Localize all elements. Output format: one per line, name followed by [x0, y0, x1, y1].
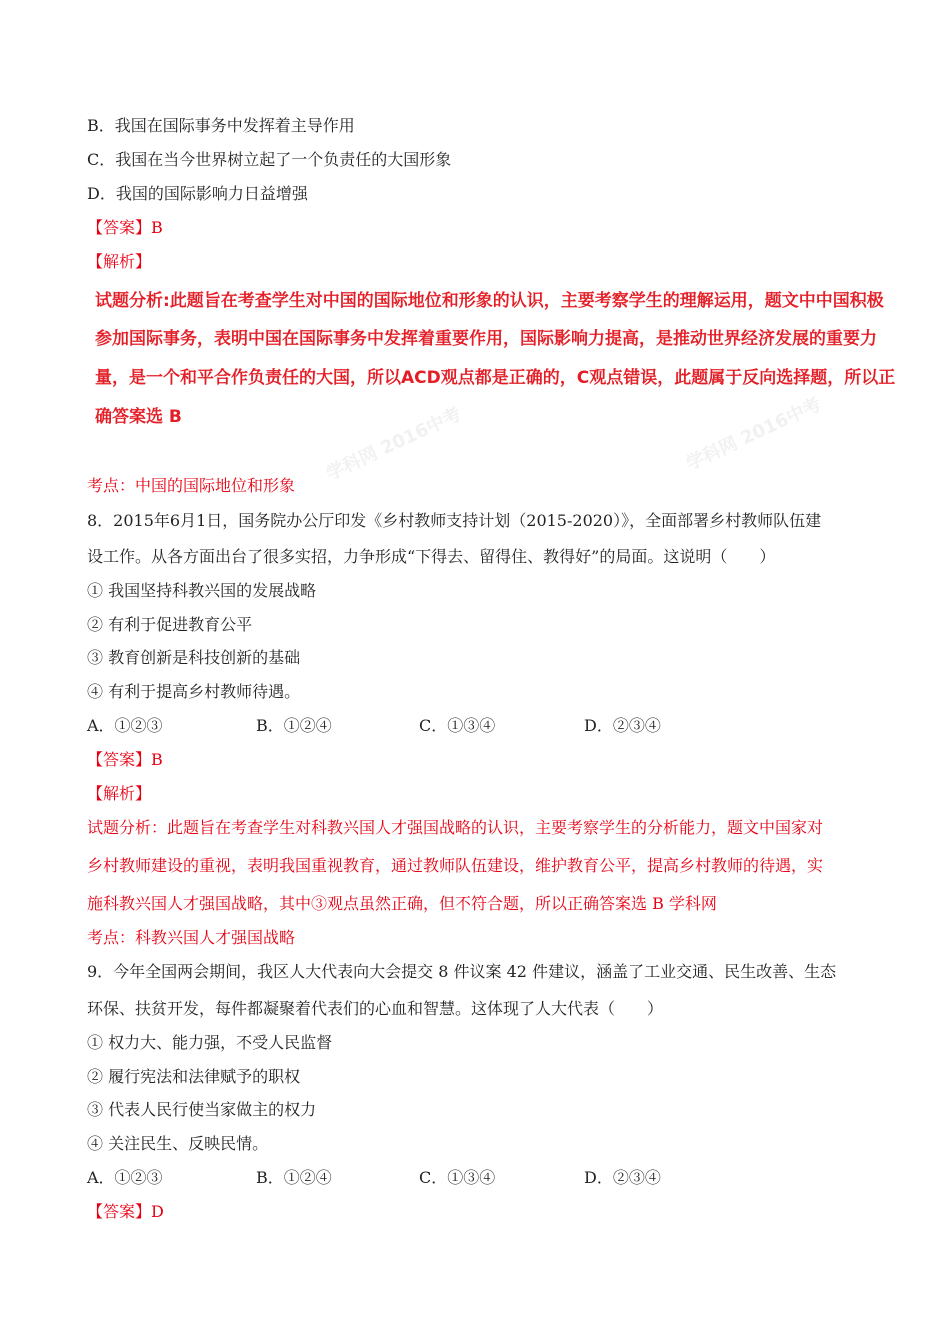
q9-item: ④ 关注民生、反映民情。 — [87, 1134, 269, 1153]
q9-stem-line: 9．今年全国两会期间，我区人大代表向大会提交 8 件议案 42 件建议，涵盖了工业交通、民生改善、生态 — [87, 962, 837, 981]
q8-stem-line: 8．2015年6月1日，国务院办公厅印发《乡村教师支持计划（2015-2020）》，全面部署乡村教师队伍建 — [87, 511, 822, 530]
q8-stem-line: 设工作。从各方面出台了很多实招，力争形成“下得去、留得住、教得好”的局面。这说明（ ） — [87, 547, 776, 566]
q8-item: ④ 有利于提高乡村教师待遇。 — [87, 682, 301, 701]
q8-analysis-line: 施科教兴国人才强国战略，其中③观点虽然正确，但不符合题，所以正确答案选 B 学科网 — [87, 894, 717, 913]
q7-analysis-line: 量，是一个和平合作负责任的大国，所以ACD观点都是正确的，C观点错误，此题属于反向选择题，所以正 — [95, 368, 896, 388]
q7-analysis-label: 【解析】 — [87, 252, 152, 271]
q9-item: ③ 代表人民行使当家做主的权力 — [87, 1100, 317, 1119]
q7-analysis-line: 参加国际事务，表明中国在国际事务中发挥着重要作用，国际影响力提高，是推动世界经济发展的重要力 — [95, 329, 877, 349]
q8-choice-c: C．①③④ — [419, 716, 496, 735]
q8-analysis-line: 乡村教师建设的重视，表明我国重视教育，通过教师队伍建设，维护教育公平，提高乡村教师的待遇，实 — [87, 856, 824, 875]
q8-choice-b: B．①②④ — [256, 716, 332, 735]
q8-choice-d: D．②③④ — [584, 716, 661, 735]
q9-choice-d: D．②③④ — [584, 1168, 661, 1187]
q9-choice-a: A．①②③ — [87, 1168, 163, 1187]
q8-item: ② 有利于促进教育公平 — [87, 615, 253, 634]
q9-answer: 【答案】D — [87, 1202, 164, 1221]
q8-item: ③ 教育创新是科技创新的基础 — [87, 648, 301, 667]
q9-stem-line: 环保、扶贫开发，每件都凝聚着代表们的心血和智慧。这体现了人大代表（ ） — [87, 999, 664, 1018]
q9-item: ② 履行宪法和法律赋予的职权 — [87, 1067, 301, 1086]
q8-answer: 【答案】B — [87, 750, 163, 769]
q9-choice-b: B．①②④ — [256, 1168, 332, 1187]
q9-item: ① 权力大、能力强，不受人民监督 — [87, 1033, 333, 1052]
q8-choice-a: A．①②③ — [87, 716, 163, 735]
q7-kaodian: 考点：中国的国际地位和形象 — [87, 476, 296, 495]
watermark-decoration: 学科网 2016中考 — [323, 403, 465, 485]
q7-answer: 【答案】B — [87, 218, 163, 237]
watermark-decoration: 学科网 2016中考 — [683, 393, 825, 475]
q7-option-d: D．我国的国际影响力日益增强 — [87, 184, 308, 203]
q8-analysis-label: 【解析】 — [87, 784, 152, 803]
q8-kaodian: 考点：科教兴国人才强国战略 — [87, 928, 296, 947]
q7-analysis-line: 试题分析:此题旨在考查学生对中国的国际地位和形象的认识，主要考察学生的理解运用，题文中中国积极 — [95, 291, 884, 311]
q7-option-b: B．我国在国际事务中发挥着主导作用 — [87, 116, 355, 135]
q8-analysis-line: 试题分析：此题旨在考查学生对科教兴国人才强国战略的认识，主要考察学生的分析能力，题文中国家对 — [87, 818, 824, 837]
q9-choice-c: C．①③④ — [419, 1168, 496, 1187]
q7-analysis-line: 确答案选 B — [95, 407, 182, 427]
q7-option-c: C．我国在当今世界树立起了一个负责任的大国形象 — [87, 150, 452, 169]
q8-item: ① 我国坚持科教兴国的发展战略 — [87, 581, 317, 600]
